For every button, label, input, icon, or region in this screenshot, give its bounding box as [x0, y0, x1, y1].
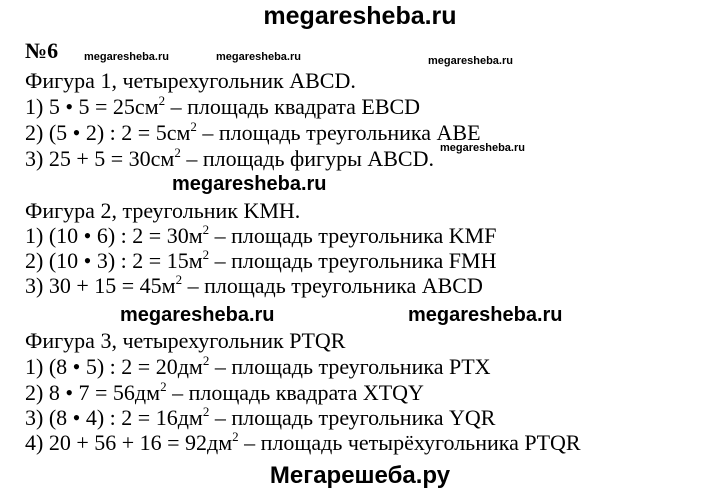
- watermark-small: megaresheba.ru: [440, 142, 525, 154]
- watermark-top: megaresheba.ru: [263, 2, 457, 30]
- task-number: №6: [25, 38, 59, 63]
- watermark-small: megaresheba.ru: [84, 51, 169, 63]
- solution-line: Фигура 3, четырехугольник PTQR: [25, 328, 346, 353]
- solution-line: 1) (10 • 6) : $2 = 30м^2$ – площадь треугольника KMF: [25, 222, 497, 248]
- watermark-small: megaresheba.ru: [216, 51, 301, 63]
- solution-line: 2) (5 • 2) : $2 = 5см^2$ – площадь треугольника ABE: [25, 119, 481, 145]
- solution-line: 3) $30 + 15 = 45м^2$ – площадь треугольника ABCD: [25, 272, 483, 298]
- solution-line: 1) (8 • 5) : $2 = 20дм^2$ – площадь треугольника PTX: [25, 353, 491, 379]
- watermark-mid: megaresheba.ru: [120, 304, 275, 326]
- solution-line: Фигура 2, треугольник KMH.: [25, 198, 301, 223]
- watermark-small: megaresheba.ru: [428, 55, 513, 67]
- solution-line: 3) (8 • 4) : $2 = 16дм^2$ – площадь треугольника YQR: [25, 404, 496, 430]
- solution-line: 4) $20 + 56 + 16 = 92дм^2$ – площадь четырёхугольника PTQR: [25, 429, 581, 455]
- solution-line: 2) 8 • $7 = 56дм^2$ – площадь квадрата XTQY: [25, 379, 424, 405]
- watermark-mid: megaresheba.ru: [172, 173, 327, 195]
- watermark-bottom: Мегарешеба.ру: [269, 462, 451, 489]
- solution-line: 1) 5 • $5 = 25см^2$ – площадь квадрата EBCD: [25, 93, 421, 119]
- solution-line: 3) $25 + 5 = 30см^2$ – площадь фигуры ABCD.: [25, 145, 434, 171]
- watermark-mid: megaresheba.ru: [408, 304, 563, 326]
- solution-line: 2) (10 • 3) : $2 = 15м^2$ – площадь треугольника FMH: [25, 247, 497, 273]
- solution-line: Фигура 1, четырехугольник ABCD.: [25, 68, 356, 93]
